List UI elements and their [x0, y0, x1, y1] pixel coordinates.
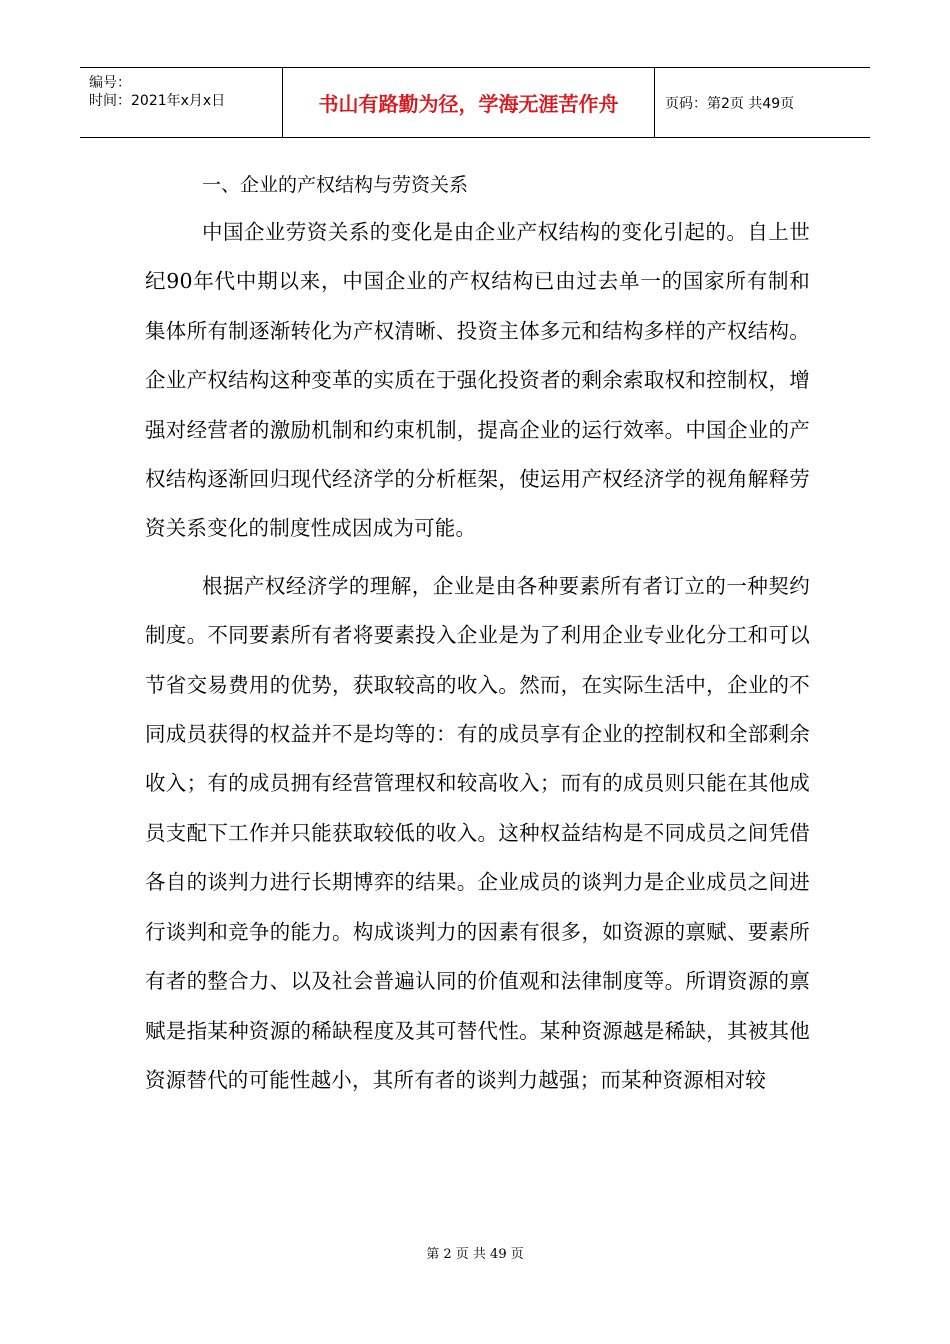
- date-label: 时间：2021年x月x日: [89, 93, 226, 109]
- paragraph-2: 根据产权经济学的理解，企业是由各种要素所有者订立的一种契约制度。不同要素所有者将要素投入企业是为了利用企业专业化分工和可以节省交易费用的优势，获取较高的收入。然而，在实际生活中，企业的不同成员获得的权益并不是均等的：有的成员享有企业的控制权和全部剩余收入；有的成员拥有经营管理权和较高收入；而有的成员则只能在其他成员支配下工作并只能获取较低的收入。这种权益结构是不同成员之间凭借各自的谈判力进行长期博弈的结果。企业成员的谈判力是企业成员之间进行谈判和竞争的能力。构成谈判力的因素有很多，如资源的禀赋、要素所有者的整合力、以及社会普遍认同的价值观和法律制度等。所谓资源的禀赋是指某种资源的稀缺程度及其可替代性。某种资源越是稀缺，其被其他资源替代的可能性越小，其所有者的谈判力越强；而某种资源相对较: [145, 573, 810, 1092]
- page-header: [80, 67, 870, 138]
- page-footer: 第 2 页 共 49 页: [426, 1247, 524, 1262]
- document-body: [145, 165, 810, 1105]
- header-meta: [80, 68, 283, 137]
- section-title: 一、企业的产权结构与劳资关系: [202, 174, 469, 196]
- header-motto: 书山有路勤为径，学海无涯苦作舟: [283, 68, 655, 137]
- paragraph-1: 中国企业劳资关系的变化是由企业产权结构的变化引起的。自上世纪90年代中期以来，中国企业的产权结构已由过去单一的国家所有制和集体所有制逐渐转化为产权清晰、投资主体多元和结构多样的产权结构。企业产权结构这种变革的实质在于强化投资者的剩余索取权和控制权，增强对经营者的激励机制和约束机制，提高企业的运行效率。中国企业的产权结构逐渐回归现代经济学的分析框架，使运用产权经济学的视角解释劳资关系变化的制度性成因成为可能。: [145, 220, 810, 541]
- doc-number-label: 编号：: [89, 75, 131, 91]
- header-page-info: 页码：第2页 共49页: [665, 95, 795, 112]
